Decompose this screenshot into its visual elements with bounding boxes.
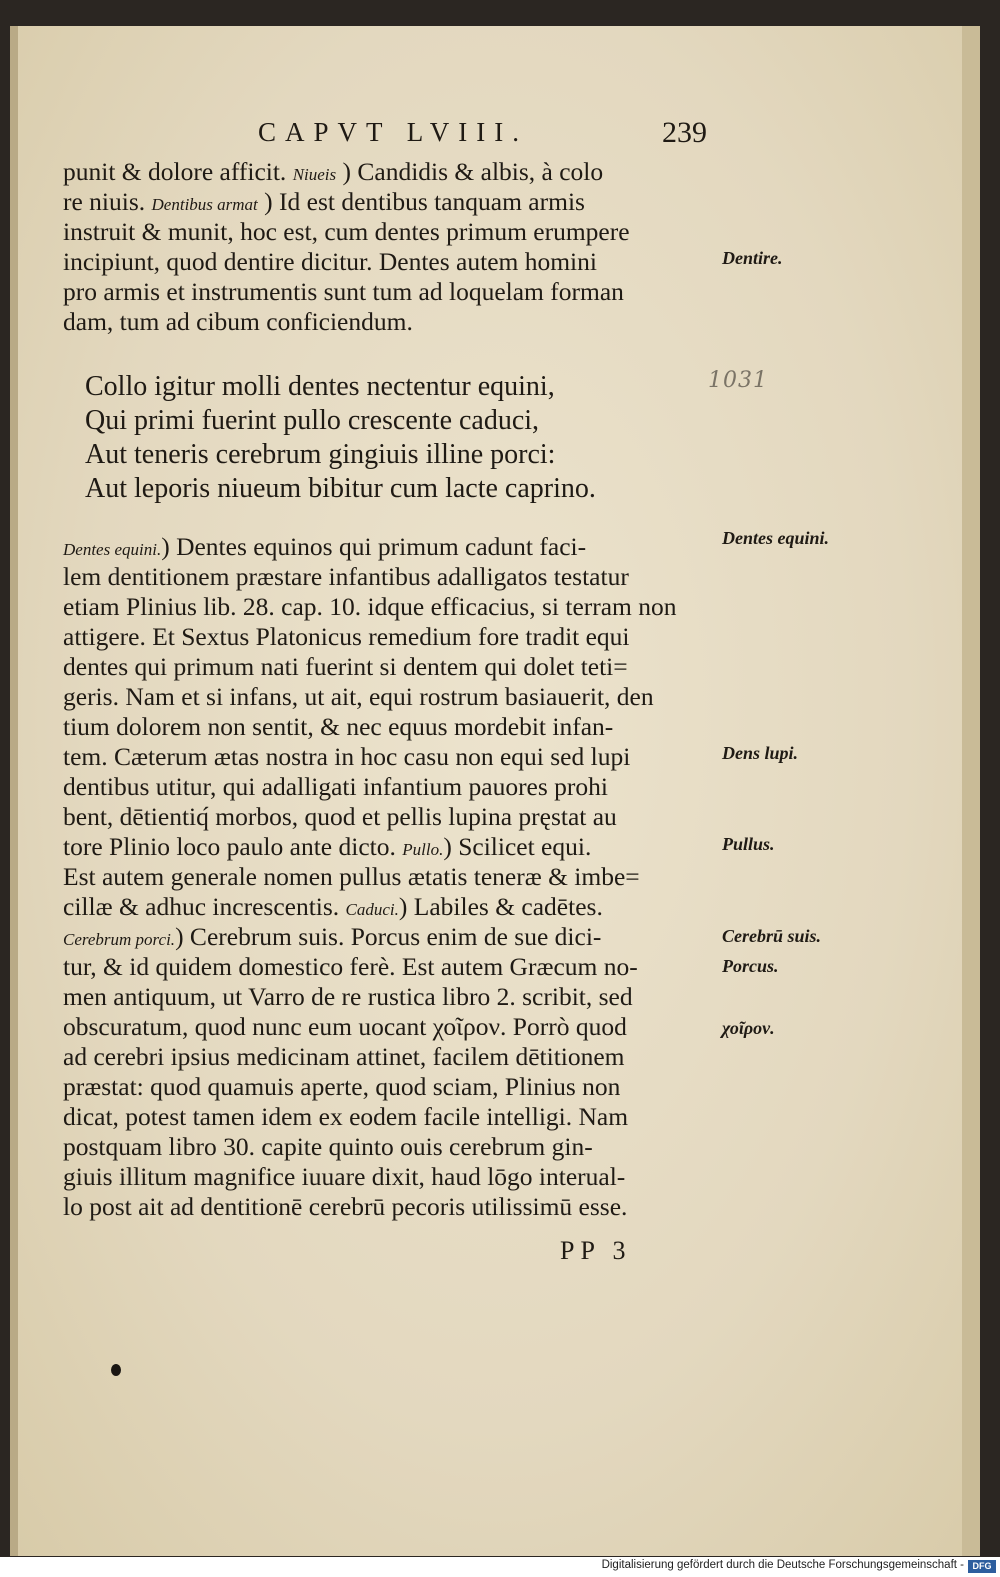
- verse-line: Aut teneris cerebrum gingiuis illine porci:: [85, 439, 556, 470]
- page-number: 239: [662, 116, 707, 149]
- text-line: [63, 1192, 723, 1222]
- text-line: [63, 982, 723, 1012]
- text-line: [63, 277, 723, 307]
- text-line: [63, 952, 723, 982]
- lemma: Pullo.: [402, 840, 444, 859]
- text-line: [63, 1042, 723, 1072]
- text-run: etiam Plinius lib. 28. cap. 10. idque efficacius, si terram non: [63, 592, 677, 621]
- text-line: [63, 532, 723, 562]
- lemma: Cerebrum porci.: [63, 930, 176, 949]
- verse-quotation: [85, 370, 685, 506]
- lemma: Niueis: [292, 165, 337, 184]
- footer-credit: Digitalisierung gefördert durch die Deutsche Forschungsgemeinschaft -: [601, 1559, 964, 1571]
- text-run: dam, tum ad cibum conficiendum.: [63, 307, 413, 336]
- text-run: bent, dētientiq́ morbos, quod et pellis lupina pręstat au: [63, 802, 617, 831]
- text-run: men antiquum, ut Varro de re rustica libro 2. scribit, sed: [63, 982, 633, 1011]
- text-line: [63, 682, 723, 712]
- text-line: [63, 1162, 723, 1192]
- margin-note-dentes-equini: Dentes equini.: [722, 528, 830, 548]
- margin-note-porcus: Porcus.: [722, 956, 779, 976]
- commentary-block-1: [63, 157, 723, 337]
- text-line: [63, 307, 723, 337]
- text-run: ) Labiles & cadētes.: [398, 892, 603, 921]
- text-run: obscuratum, quod nunc eum uocant χοῖρον. Porrò quod: [63, 1012, 627, 1041]
- signature-mark: PP 3: [560, 1236, 632, 1265]
- text-run: giuis illitum magnifice iuuare dixit, haud lōgo interual-: [63, 1162, 626, 1191]
- text-run: instruit & munit, hoc est, cum dentes primum erumpere: [63, 217, 630, 246]
- margin-note-dentire: Dentire.: [722, 248, 783, 268]
- margin-note-cerebru-suis: Cerebrū suis.: [722, 926, 822, 946]
- text-run: postquam libro 30. capite quinto ouis cerebrum gin-: [63, 1132, 593, 1161]
- text-line: [63, 1072, 723, 1102]
- text-line: [63, 922, 723, 952]
- text-line: [63, 742, 723, 772]
- text-run: lem dentitionem præstare infantibus adalligatos testatur: [63, 562, 629, 591]
- text-run: tore Plinio loco paulo ante dicto.: [63, 832, 403, 861]
- text-run: lo post ait ad dentitionē cerebrū pecoris utilissimū esse.: [63, 1192, 628, 1221]
- text-line: [63, 592, 723, 622]
- page-edge: [962, 26, 980, 1556]
- lemma: Caduci.: [345, 900, 399, 919]
- text-line: [63, 247, 723, 277]
- text-run: dentibus utitur, qui adalligati infantium pauores prohi: [63, 772, 609, 801]
- margin-note-choiron: χοῖρον.: [722, 1018, 775, 1038]
- running-head: CAPVT LVIII.: [258, 117, 529, 147]
- text-line: [63, 217, 723, 247]
- text-line: [63, 1102, 723, 1132]
- text-line: [63, 157, 723, 187]
- text-line: [63, 802, 723, 832]
- verse-line: Collo igitur molli dentes nectentur equini,: [85, 371, 555, 402]
- text-run: ad cerebri ipsius medicinam attinet, facilem dētitionem: [63, 1042, 625, 1071]
- text-run: tur, & id quidem domestico ferè. Est autem Græcum no-: [63, 952, 638, 981]
- text-run: geris. Nam et si infans, ut ait, equi rostrum basiauerit, den: [63, 682, 654, 711]
- text-line: [63, 562, 723, 592]
- lemma: Dentes equini.: [63, 540, 162, 559]
- margin-note-pullus: Pullus.: [722, 834, 775, 854]
- digitization-footer: [0, 1557, 1000, 1577]
- text-line: [63, 652, 723, 682]
- text-run: incipiunt, quod dentire dicitur. Dentes autem homini: [63, 247, 597, 276]
- verse-line: Aut leporis niueum bibitur cum lacte caprino.: [85, 473, 596, 504]
- text-run: tem. Cæterum ætas nostra in hoc casu non equi sed lupi: [63, 742, 631, 771]
- text-run: dicat, potest tamen idem ex eodem facile intelligi. Nam: [63, 1102, 629, 1131]
- text-run: attigere. Et Sextus Platonicus remedium fore tradit equi: [63, 622, 630, 651]
- margin-note-dens-lupi: Dens lupi.: [722, 743, 799, 763]
- text-run: tium dolorem non sentit, & nec equus mordebit infan-: [63, 712, 614, 741]
- text-run: præstat: quod quamuis aperte, quod sciam, Plinius non: [63, 1072, 621, 1101]
- text-run: Est autem generale nomen pullus ætatis teneræ & imbe=: [63, 862, 640, 891]
- text-line: [63, 772, 723, 802]
- page-header: [0, 117, 1000, 157]
- text-line: [63, 832, 723, 862]
- pencil-annotation: 1031: [708, 368, 768, 393]
- text-run: ) Candidis & albis, à colo: [336, 157, 604, 186]
- text-run: cillæ & adhuc increscentis.: [63, 892, 346, 921]
- text-run: pro armis et instrumentis sunt tum ad loquelam forman: [63, 277, 624, 306]
- text-run: ) Id est dentibus tanquam armis: [257, 187, 585, 216]
- text-line: [63, 1012, 723, 1042]
- text-line: [63, 1132, 723, 1162]
- text-run: ) Cerebrum suis. Porcus enim de sue dici-: [175, 922, 602, 951]
- text-run: dentes qui primum nati fuerint si dentem qui dolet teti=: [63, 652, 628, 681]
- text-line: [63, 622, 723, 652]
- lemma: Dentibus armat: [151, 195, 258, 214]
- text-run: punit & dolore afficit.: [63, 157, 293, 186]
- commentary-block-2: [63, 532, 723, 1222]
- text-line: [63, 187, 723, 217]
- text-run: ) Dentes equinos qui primum cadunt faci-: [161, 532, 587, 561]
- verse-line: Qui primi fuerint pullo crescente caduci,: [85, 405, 540, 436]
- text-line: [63, 862, 723, 892]
- text-run: re niuis.: [63, 187, 152, 216]
- text-line: [63, 712, 723, 742]
- ink-dot: [111, 1364, 121, 1376]
- text-line: [63, 892, 723, 922]
- dfg-logo-icon: DFG: [968, 1560, 996, 1573]
- text-run: ) Scilicet equi.: [443, 832, 592, 861]
